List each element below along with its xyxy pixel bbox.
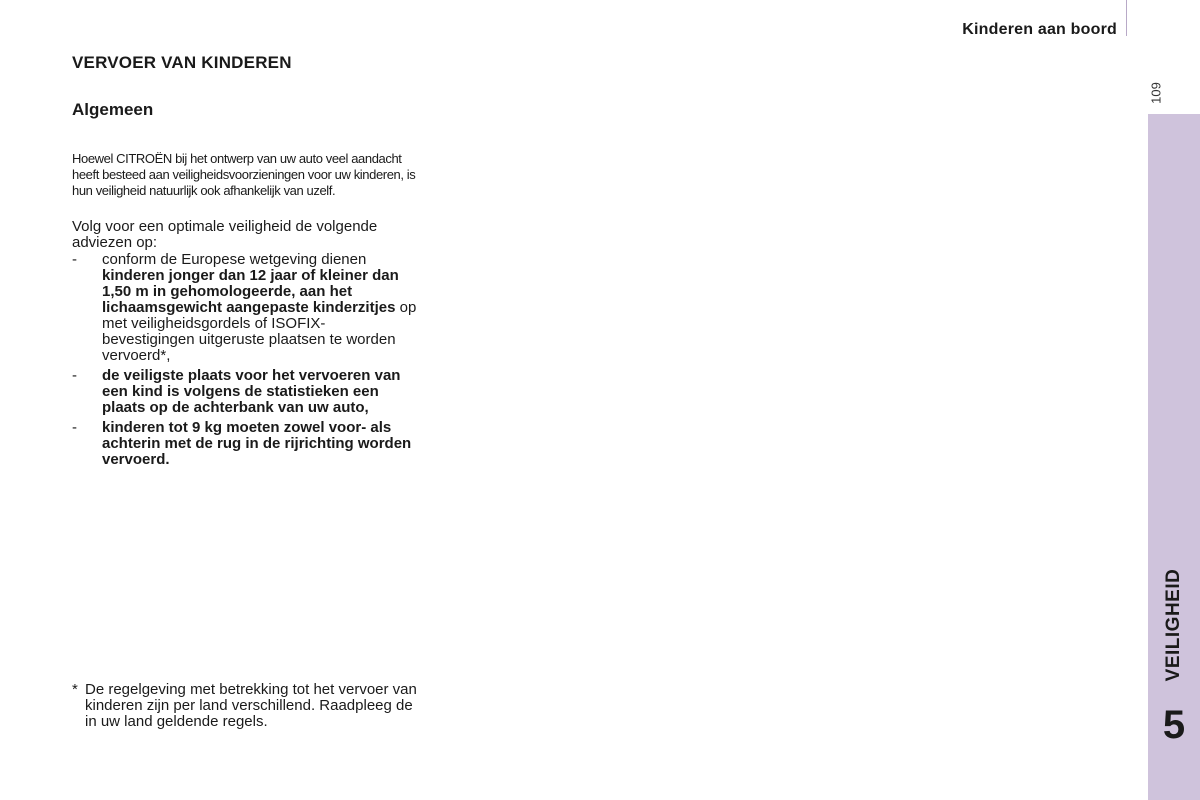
chapter-number: 5 <box>1162 703 1186 747</box>
subsection-title: Algemeen <box>72 100 154 119</box>
footnote-mark: * <box>72 681 78 698</box>
advice-item <box>72 368 417 416</box>
footnote <box>72 682 417 730</box>
advice-bold-text: kinderen tot 9 kg moeten zowel voor- als achterin met de rug in de rijrichting worden vervoerd. <box>102 419 412 468</box>
advice-text: op met veiligheidsgordels of ISOFIX-bevestigingen uitgeruste plaatsen te worden vervoerd*, <box>102 299 417 364</box>
advice-bold-text: de veiligste plaats voor het vervoeren van een kind is volgens de statistieken een plaats op de achterbank van uw auto, <box>102 367 401 416</box>
main-content <box>72 53 417 468</box>
chapter-label <box>1148 555 1200 695</box>
footnote-text: De regelgeving met betrekking tot het vervoer van kinderen zijn per land verschillend. Raadpleeg de in uw land geldende regels. <box>85 681 417 730</box>
intro-paragraph: Hoewel CITROËN bij het ontwerp van uw auto veel aandacht heeft besteed aan veiligheidsvoorzieningen voor uw kinderen, is hun veiligheid natuurlijk ook afhankelijk van uzelf. <box>72 151 416 198</box>
list-dash: - <box>72 367 77 384</box>
chapter-label-text: VEILIGHEID <box>1163 568 1184 682</box>
advice-intro: Volg voor een optimale veiligheid de volgende adviezen op: <box>72 218 378 251</box>
chapter-side-band <box>1148 114 1200 800</box>
advice-text: conform de Europese wetgeving dienen <box>102 251 367 268</box>
running-header: Kinderen aan boord <box>962 21 1117 38</box>
advice-list <box>72 252 417 468</box>
advice-item <box>72 420 417 468</box>
list-dash: - <box>72 251 77 268</box>
list-dash: - <box>72 419 77 436</box>
page-number <box>1146 78 1166 108</box>
header-divider <box>1126 0 1127 36</box>
page-number-text: 109 <box>1148 82 1164 104</box>
section-title: VERVOER VAN KINDEREN <box>72 53 292 72</box>
advice-item <box>72 252 417 364</box>
advice-bold-text: kinderen jonger dan 12 jaar of kleiner dan 1,50 m in gehomologeerde, aan het lichaamsgewicht aangepaste kinderzitjes <box>102 267 399 316</box>
